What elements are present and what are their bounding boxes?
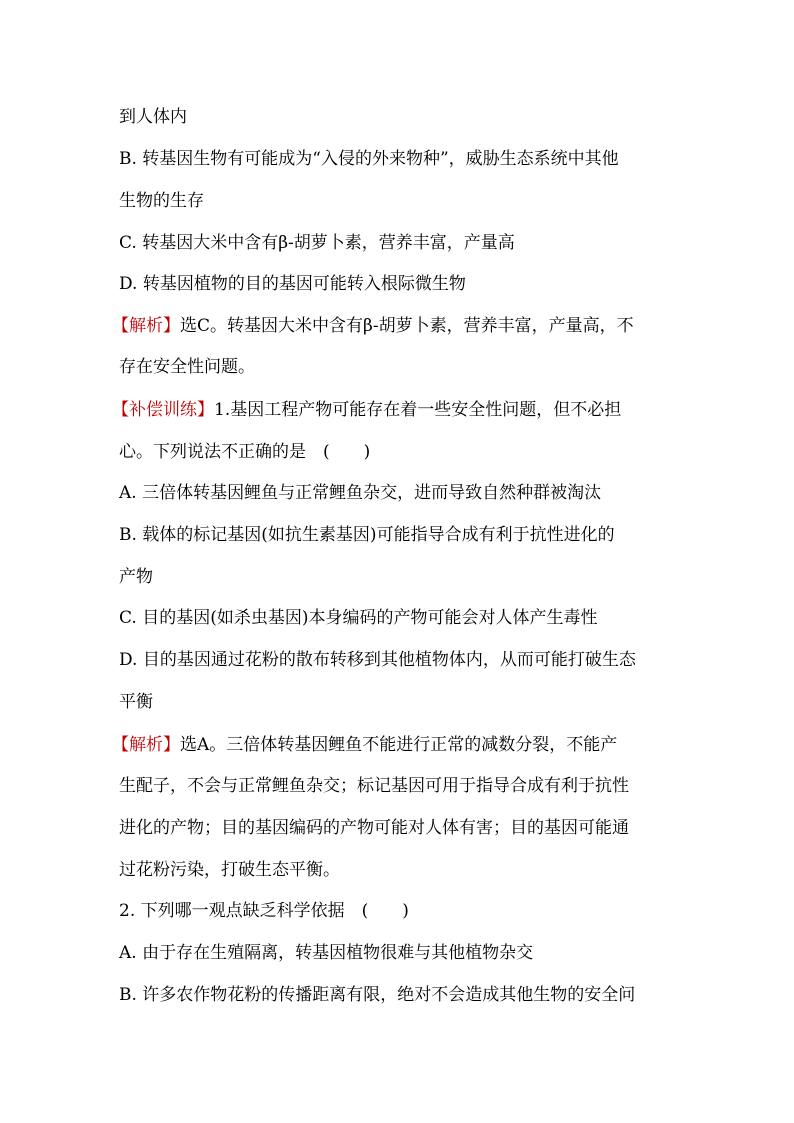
- supplement-line: 【补偿训练】1.基因工程产物可能存在着一些安全性问题，但不必担: [112, 400, 622, 420]
- option-d: D. 转基因植物的目的基因可能转入根际微生物: [119, 274, 466, 294]
- option-b: B. 转基因生物有可能成为“入侵的外来物种”，威胁生态系统中其他: [119, 149, 619, 169]
- text-line: 存在安全性问题。: [119, 357, 255, 377]
- text-line: 产物: [119, 567, 153, 587]
- analysis-line: 【解析】选A。三倍体转基因鲤鱼不能进行正常的减数分裂，不能产: [112, 735, 618, 755]
- option-c: C. 转基因大米中含有β-胡萝卜素，营养丰富，产量高: [119, 233, 515, 253]
- text-line: 进化的产物；目的基因编码的产物可能对人体有害；目的基因可能通: [119, 818, 629, 838]
- text-line: 平衡: [119, 692, 153, 712]
- text-line: 生物的生存: [119, 191, 204, 211]
- analysis-line: 【解析】选C。转基因大米中含有β-胡萝卜素，营养丰富，产量高，不: [112, 316, 634, 336]
- text-line: 到人体内: [119, 107, 187, 127]
- option-a: A. 三倍体转基因鲤鱼与正常鲤鱼杂交，进而导致自然种群被淘汰: [119, 483, 602, 503]
- text-line: 过花粉污染，打破生态平衡。: [119, 860, 340, 880]
- question-stem: 2. 下列哪一观点缺乏科学依据 ( ): [119, 901, 409, 921]
- option-d: D. 目的基因通过花粉的散布转移到其他植物体内，从而可能打破生态: [119, 650, 636, 670]
- option-c: C. 目的基因(如杀虫基因)本身编码的产物可能会对人体产生毒性: [119, 608, 598, 628]
- option-b: B. 载体的标记基因(如抗生素基因)可能指导合成有利于抗性进化的: [119, 525, 615, 545]
- supplement-tag: 【补偿训练】: [112, 400, 214, 420]
- text-line: 生配子，不会与正常鲤鱼杂交；标记基因可用于指导合成有利于抗性: [119, 776, 629, 796]
- question-stem: 心。下列说法不正确的是 ( ): [119, 442, 371, 462]
- analysis-tag: 【解析】: [112, 316, 180, 336]
- option-b: B. 许多农作物花粉的传播距离有限，绝对不会造成其他生物的安全问: [119, 985, 636, 1005]
- analysis-tag: 【解析】: [112, 735, 180, 755]
- option-a: A. 由于存在生殖隔离，转基因植物很难与其他植物杂交: [119, 943, 534, 963]
